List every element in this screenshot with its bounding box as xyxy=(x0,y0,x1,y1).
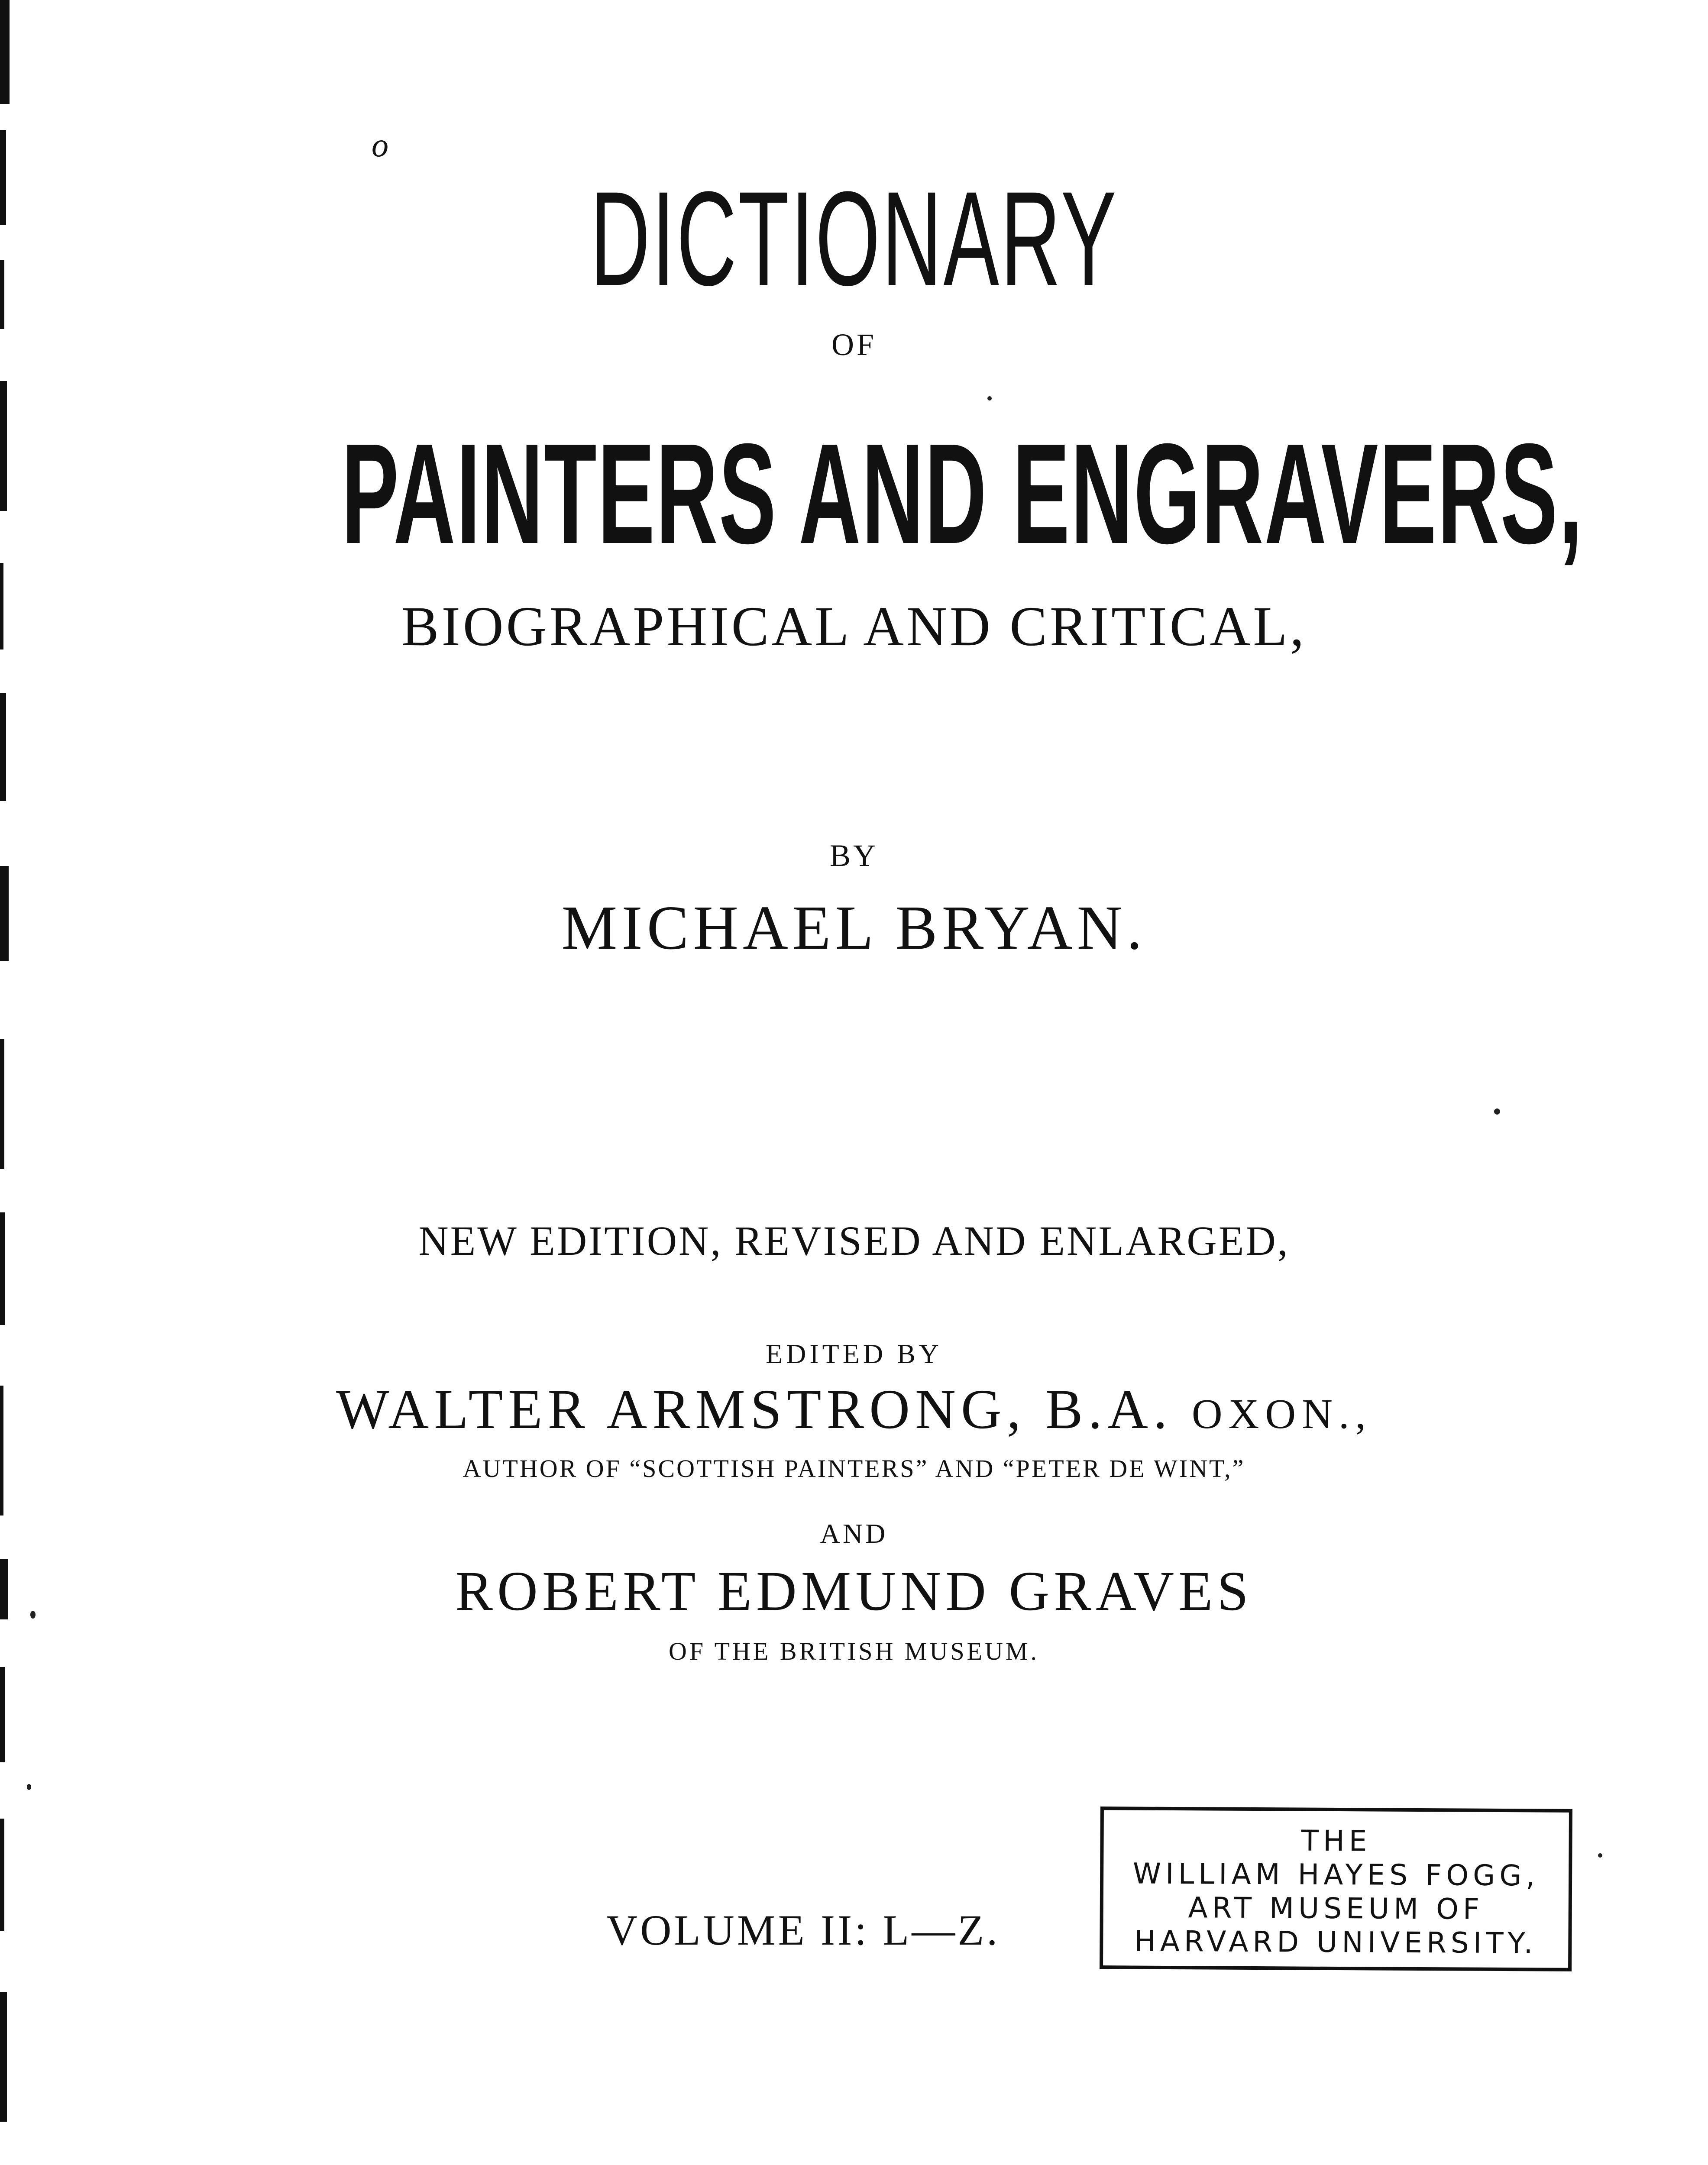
ink-speck xyxy=(987,396,992,401)
volume-label: VOLUME II: L—Z. xyxy=(606,1906,1000,1954)
ink-speck xyxy=(1494,1108,1500,1115)
edited-by-label: EDITED BY xyxy=(766,1338,942,1369)
margin-mark: o xyxy=(372,126,388,164)
subtitle: PAINTERS AND ENGRAVERS, xyxy=(341,414,1584,573)
editor-1 xyxy=(0,1377,1708,1442)
by-line: BY xyxy=(829,838,879,873)
edition-statement: NEW EDITION, REVISED AND ENLARGED, xyxy=(418,1218,1290,1264)
description: BIOGRAPHICAL AND CRITICAL, xyxy=(401,595,1307,658)
ink-speck xyxy=(1598,1853,1602,1858)
stamp-line-2: WILLIAM HAYES FOGG, xyxy=(1132,1857,1540,1893)
editor-2-affiliation: OF THE BRITISH MUSEUM. xyxy=(668,1637,1039,1665)
editor-1-degree: OXON., xyxy=(1191,1391,1372,1438)
editor-1-credentials: AUTHOR OF “SCOTTISH PAINTERS” AND “PETER DE WINT,” xyxy=(463,1454,1245,1483)
stamp-line-4: HARVARD UNIVERSITY. xyxy=(1134,1924,1537,1960)
title-connector: OF xyxy=(831,327,877,362)
stamp-line-3: ART MUSEUM OF xyxy=(1188,1891,1484,1926)
ink-speck xyxy=(27,1784,31,1790)
editor-2-name: ROBERT EDMUND GRAVES xyxy=(455,1560,1253,1622)
title: DICTIONARY xyxy=(590,163,1118,313)
editor-1-name: WALTER ARMSTRONG, B.A. xyxy=(336,1378,1173,1441)
binding-edge xyxy=(0,0,11,2165)
stamp-line-1: THE xyxy=(1301,1824,1372,1858)
and-connector: AND xyxy=(820,1518,888,1549)
library-stamp xyxy=(1100,1806,1572,1971)
author-name: MICHAEL BRYAN. xyxy=(561,893,1147,963)
